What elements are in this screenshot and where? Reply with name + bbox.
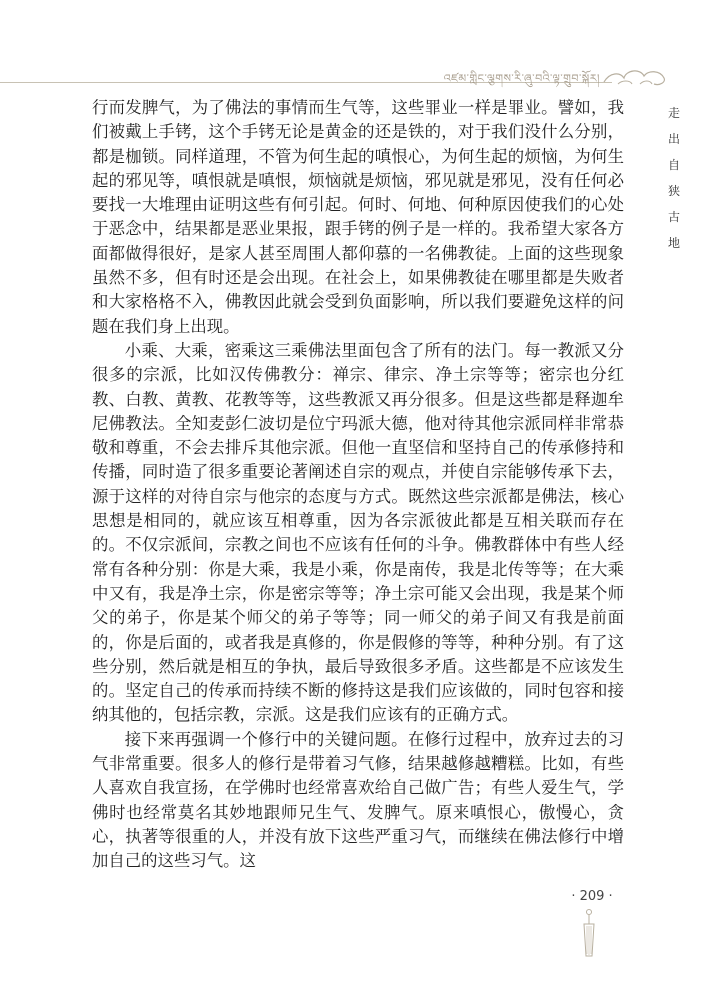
paragraph: 小乘、大乘，密乘这三乘佛法里面包含了所有的法门。每一教派又分很多的宗派，比如汉传佛教分：禅宗、律宗、净土宗等等；密宗也分红教、白教、黄教、花教等等，这些教派又再分很多。但是这些都是释迦牟尼佛教法。全知麦彭仁波切是位宁玛派大德，他对待其他宗派同样非常恭敬和尊重，不会去排斥其他宗派。但他一直坚信和坚持自己的传承修持和传播，同时造了很多重要论著阐述自宗的观点，并使自宗能够传承下去，源于这样的对待自宗与他宗的态度与方式。既然这些宗派都是佛法，核心思想是相同的，就应该互相尊重，因为各宗派彼此都是互相关联而存在的。不仅宗派间，宗教之间也不应该有任何的斗争。佛教群体中有些人经常有各种分别：你是大乘，我是小乘，你是南传，我是北传等等；在大乘中又有，我是净土宗，你是密宗等等；净土宗可能又会出现，我是某个师父的弟子，你是某个师父的弟子等等；同一师父的弟子间又有我是前面的，你是后面的，或者我是真修的，你是假修的等等，种种分别。有了这些分别，然后就是相互的争执，最后导致很多矛盾。这些都是不应该发生的。坚定自己的传承而持续不断的修持这是我们应该做的，同时包容和接纳其他的，包括宗教，宗派。这是我们应该有的正确方式。: [92, 340, 624, 725]
side-title-text: 走出自狭古地: [667, 106, 680, 250]
paragraph: 接下来再强调一个修行中的关键问题。在修行过程中，放弃过去的习气非常重要。很多人的修行是带着习气修，结果越修越糟糕。比如，有些人喜欢自我宣扬，在学佛时也经常喜欢给自己做广告；有些人爱生气，学佛时也经常莫名其妙地跟师兄生气、发脾气。原来嗔恨心，傲慢心，贪心，执著等很重的人，并没有放下这些严重习气，而继续在佛法修行中增加自己的这些习气。这: [92, 729, 624, 871]
header-title: འཛམ་གླིང་ལྕགས་རི་ཞུ་བའི་ལྟ་གྲུབ་སྐོར།: [443, 72, 600, 85]
page-body: [92, 96, 624, 874]
paragraph-continued: 行而发脾气，为了佛法的事情而生气等，这些罪业一样是罪业。譬如，我们被戴上手铐，这个手铐无论是黄金的还是铁的，对于我们没什么分别，都是枷锁。同样道理，不管为何生起的嗔恨心，为何生起的烦恼，为何生起的邪见等，嗔恨就是嗔恨，烦恼就是烦恼，邪见就是邪见，没有任何必要找一大堆理由证明这些有何引起。何时、何地、何种原因使我们的心处于恶念中，结果都是恶业果报，跟手铐的例子是一样的。我希望大家各方面都做得很好，是家人甚至周围人都仰慕的一名佛教徒。上面的这些现象虽然不多，但有时还是会出现。在社会上，如果佛教徒在哪里都是失败者和大家格格不入，佛教因此就会受到负面影响，所以我们要避免这样的问题在我们身上出现。: [92, 98, 624, 336]
tassel-ornament-icon: [574, 908, 604, 960]
cloud-ornament-icon: [600, 62, 670, 90]
page-number: · 209 ·: [571, 889, 613, 904]
side-book-title: [662, 100, 686, 256]
